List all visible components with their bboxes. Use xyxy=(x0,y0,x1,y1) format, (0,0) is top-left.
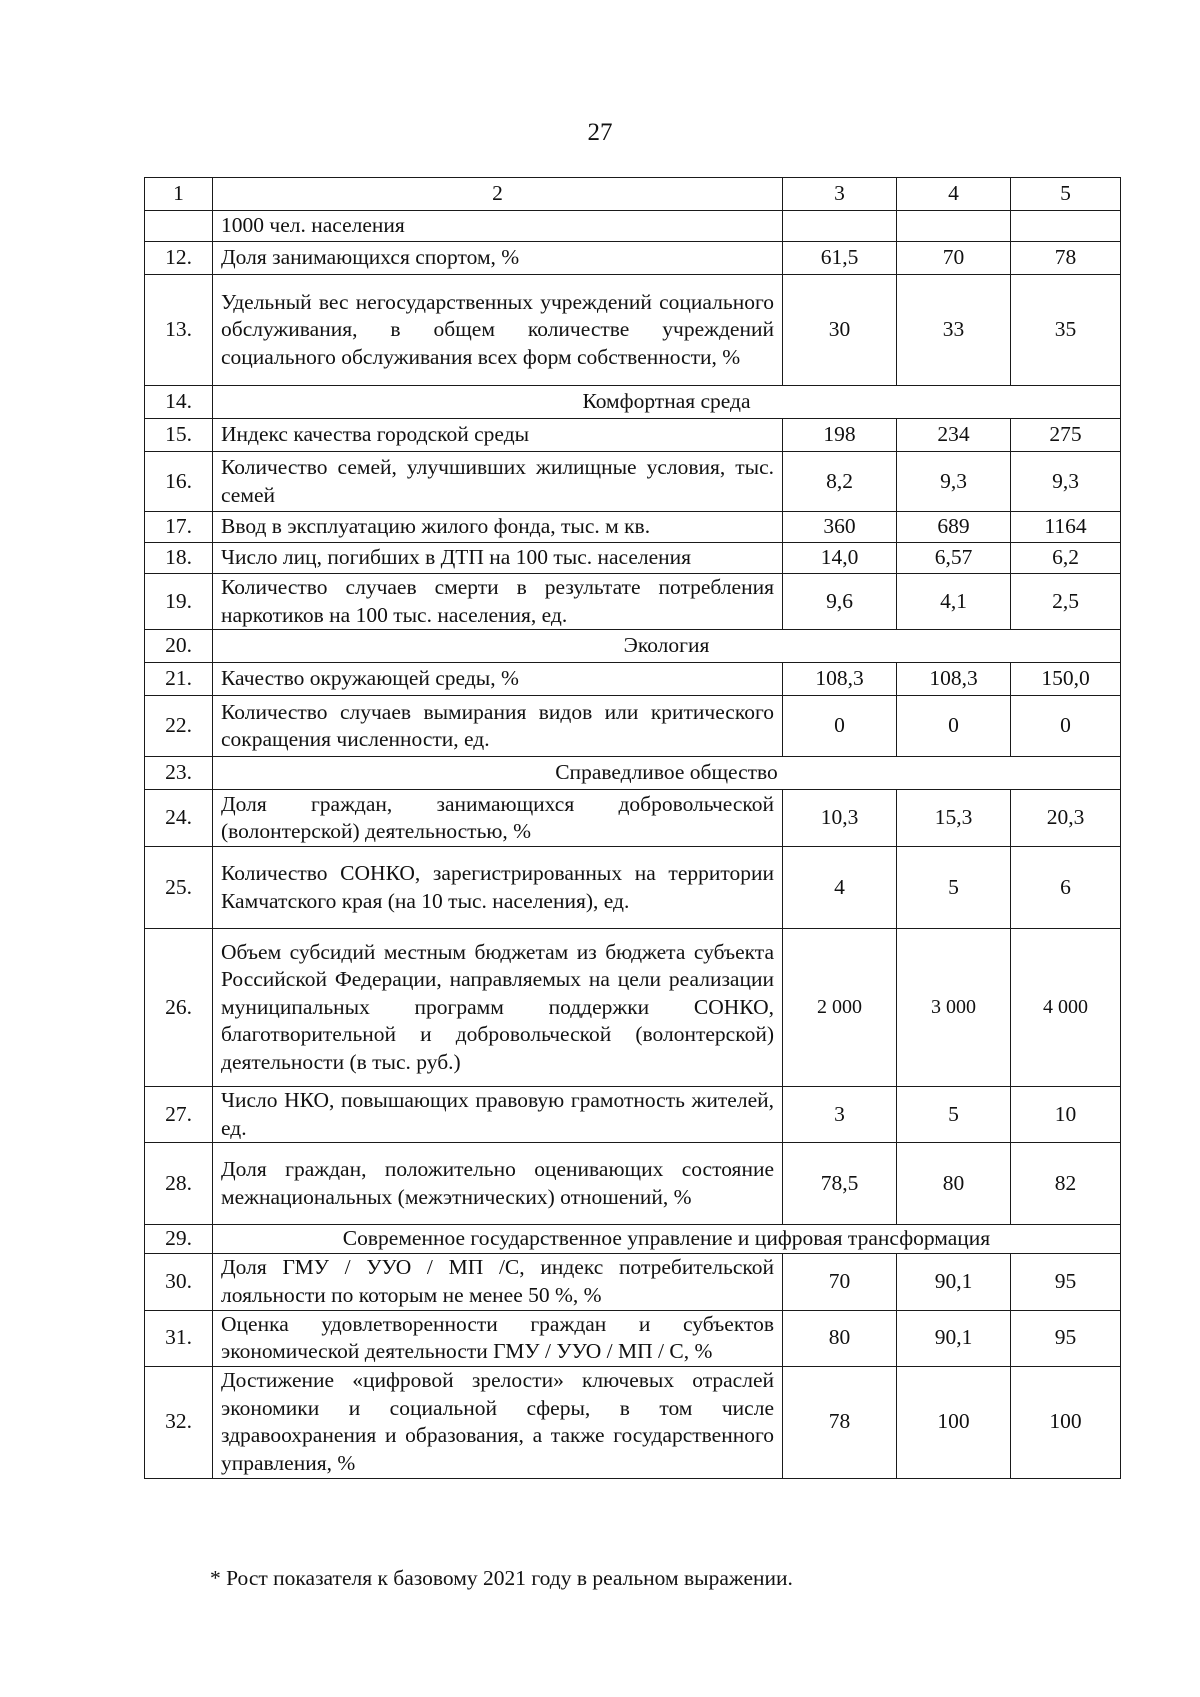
section-title: Комфортная среда xyxy=(213,386,1121,419)
table-row xyxy=(145,574,1121,630)
indicator-description: Количество СОНКО, зарегистрированных на территории Камчатского края (на 10 тыс. населения), ед. xyxy=(213,847,783,929)
column-header: 2 xyxy=(213,178,783,211)
row-number: 21. xyxy=(145,663,213,696)
row-number: 25. xyxy=(145,847,213,929)
value-v4: 5 xyxy=(897,1087,1011,1143)
indicator-description: Объем субсидий местным бюджетам из бюджета субъекта Российской Федерации, направляемых на цели реализации муниципальных программ поддержки СОНКО, благотворительной и добровольческой (волонтерской) деятельности (в тыс. руб.) xyxy=(213,929,783,1087)
indicator-description: Количество случаев смерти в результате потребления наркотиков на 100 тыс. населения, ед. xyxy=(213,574,783,630)
section-row xyxy=(145,757,1121,790)
column-header: 3 xyxy=(783,178,897,211)
value-v5: 82 xyxy=(1011,1143,1121,1225)
value-v3: 14,0 xyxy=(783,543,897,574)
indicator-description: Доля граждан, занимающихся добровольческой (волонтерской) деятельностью, % xyxy=(213,790,783,847)
indicator-description: Удельный вес негосударственных учреждений социального обслуживания, в общем количестве учреждений социального обслуживания всех форм собственности, % xyxy=(213,275,783,386)
row-number: 22. xyxy=(145,696,213,757)
value-v4: 5 xyxy=(897,847,1011,929)
row-number: 13. xyxy=(145,275,213,386)
table-row xyxy=(145,543,1121,574)
indicator-description: Доля граждан, положительно оценивающих состояние межнациональных (межэтнических) отношений, % xyxy=(213,1143,783,1225)
row-number: 15. xyxy=(145,419,213,452)
table-row xyxy=(145,452,1121,512)
value-v5: 275 xyxy=(1011,419,1121,452)
value-v4: 80 xyxy=(897,1143,1011,1225)
row-number: 23. xyxy=(145,757,213,790)
value-v3: 8,2 xyxy=(783,452,897,512)
row-number: 16. xyxy=(145,452,213,512)
value-v3: 4 xyxy=(783,847,897,929)
value-v5: 2,5 xyxy=(1011,574,1121,630)
indicator-description: 1000 чел. населения xyxy=(213,211,783,242)
row-number: 18. xyxy=(145,543,213,574)
value-v5: 150,0 xyxy=(1011,663,1121,696)
value-v5: 1164 xyxy=(1011,512,1121,543)
value-v4: 70 xyxy=(897,242,1011,275)
value-v3: 80 xyxy=(783,1310,897,1366)
value-v4: 3 000 xyxy=(897,929,1011,1087)
value-v4: 234 xyxy=(897,419,1011,452)
value-v3: 78,5 xyxy=(783,1143,897,1225)
table-row xyxy=(145,1087,1121,1143)
table-row xyxy=(145,929,1121,1087)
indicators-table xyxy=(144,177,1121,1479)
value-v5: 95 xyxy=(1011,1253,1121,1310)
value-v4: 100 xyxy=(897,1366,1011,1478)
value-v3: 360 xyxy=(783,512,897,543)
section-title: Экология xyxy=(213,630,1121,663)
indicator-description: Количество случаев вымирания видов или критического сокращения численности, ед. xyxy=(213,696,783,757)
section-title: Современное государственное управление и цифровая трансформация xyxy=(213,1225,1121,1254)
value-v5: 100 xyxy=(1011,1366,1121,1478)
value-v4: 90,1 xyxy=(897,1310,1011,1366)
value-v4: 15,3 xyxy=(897,790,1011,847)
value-v4: 4,1 xyxy=(897,574,1011,630)
value-v5: 20,3 xyxy=(1011,790,1121,847)
row-number: 14. xyxy=(145,386,213,419)
value-v3: 0 xyxy=(783,696,897,757)
value-v4: 689 xyxy=(897,512,1011,543)
row-number: 12. xyxy=(145,242,213,275)
value-v4 xyxy=(897,211,1011,242)
indicator-description: Ввод в эксплуатацию жилого фонда, тыс. м кв. xyxy=(213,512,783,543)
value-v3: 3 xyxy=(783,1087,897,1143)
row-number: 29. xyxy=(145,1225,213,1254)
indicator-description: Качество окружающей среды, % xyxy=(213,663,783,696)
table-row xyxy=(145,1143,1121,1225)
value-v5: 35 xyxy=(1011,275,1121,386)
section-row xyxy=(145,630,1121,663)
value-v5: 0 xyxy=(1011,696,1121,757)
table-row xyxy=(145,242,1121,275)
value-v5: 78 xyxy=(1011,242,1121,275)
row-number xyxy=(145,211,213,242)
value-v5: 95 xyxy=(1011,1310,1121,1366)
table-header-row xyxy=(145,178,1121,211)
section-row xyxy=(145,1225,1121,1254)
value-v5: 6 xyxy=(1011,847,1121,929)
row-number: 27. xyxy=(145,1087,213,1143)
value-v4: 9,3 xyxy=(897,452,1011,512)
value-v5: 4 000 xyxy=(1011,929,1121,1087)
indicator-description: Число НКО, повышающих правовую грамотность жителей, ед. xyxy=(213,1087,783,1143)
page-number: 27 xyxy=(587,119,613,146)
row-number: 19. xyxy=(145,574,213,630)
footnote: * Рост показателя к базовому 2021 году в реальном выражении. xyxy=(210,1566,793,1590)
row-number: 17. xyxy=(145,512,213,543)
value-v3: 30 xyxy=(783,275,897,386)
table-row xyxy=(145,663,1121,696)
row-number: 31. xyxy=(145,1310,213,1366)
value-v3 xyxy=(783,211,897,242)
indicator-description: Число лиц, погибших в ДТП на 100 тыс. населения xyxy=(213,543,783,574)
value-v3: 10,3 xyxy=(783,790,897,847)
value-v5: 9,3 xyxy=(1011,452,1121,512)
value-v3: 198 xyxy=(783,419,897,452)
value-v4: 0 xyxy=(897,696,1011,757)
table-row xyxy=(145,1253,1121,1310)
value-v3: 78 xyxy=(783,1366,897,1478)
column-header: 4 xyxy=(897,178,1011,211)
value-v3: 2 000 xyxy=(783,929,897,1087)
value-v5: 6,2 xyxy=(1011,543,1121,574)
table-row xyxy=(145,696,1121,757)
indicator-description: Доля занимающихся спортом, % xyxy=(213,242,783,275)
section-row xyxy=(145,386,1121,419)
row-number: 24. xyxy=(145,790,213,847)
table-row xyxy=(145,790,1121,847)
row-number: 28. xyxy=(145,1143,213,1225)
table-row xyxy=(145,419,1121,452)
indicator-description: Достижение «цифровой зрелости» ключевых отраслей экономики и социальной сферы, в том числе здравоохранения и образования, а также государственного управления, % xyxy=(213,1366,783,1478)
row-number: 30. xyxy=(145,1253,213,1310)
value-v5 xyxy=(1011,211,1121,242)
value-v4: 90,1 xyxy=(897,1253,1011,1310)
row-number: 26. xyxy=(145,929,213,1087)
table-row xyxy=(145,847,1121,929)
table-row xyxy=(145,211,1121,242)
value-v5: 10 xyxy=(1011,1087,1121,1143)
indicator-description: Доля ГМУ / УУО / МП /С, индекс потребительской лояльности по которым не менее 50 %, % xyxy=(213,1253,783,1310)
value-v3: 70 xyxy=(783,1253,897,1310)
indicator-description: Индекс качества городской среды xyxy=(213,419,783,452)
value-v4: 108,3 xyxy=(897,663,1011,696)
table-row xyxy=(145,1366,1121,1478)
table-row xyxy=(145,1310,1121,1366)
row-number: 32. xyxy=(145,1366,213,1478)
indicator-description: Количество семей, улучшивших жилищные условия, тыс. семей xyxy=(213,452,783,512)
section-title: Справедливое общество xyxy=(213,757,1121,790)
row-number: 20. xyxy=(145,630,213,663)
value-v3: 108,3 xyxy=(783,663,897,696)
value-v3: 61,5 xyxy=(783,242,897,275)
column-header: 5 xyxy=(1011,178,1121,211)
indicator-description: Оценка удовлетворенности граждан и субъектов экономической деятельности ГМУ / УУО / МП / С, % xyxy=(213,1310,783,1366)
column-header: 1 xyxy=(145,178,213,211)
table-row xyxy=(145,512,1121,543)
table-row xyxy=(145,275,1121,386)
value-v4: 33 xyxy=(897,275,1011,386)
value-v4: 6,57 xyxy=(897,543,1011,574)
value-v3: 9,6 xyxy=(783,574,897,630)
